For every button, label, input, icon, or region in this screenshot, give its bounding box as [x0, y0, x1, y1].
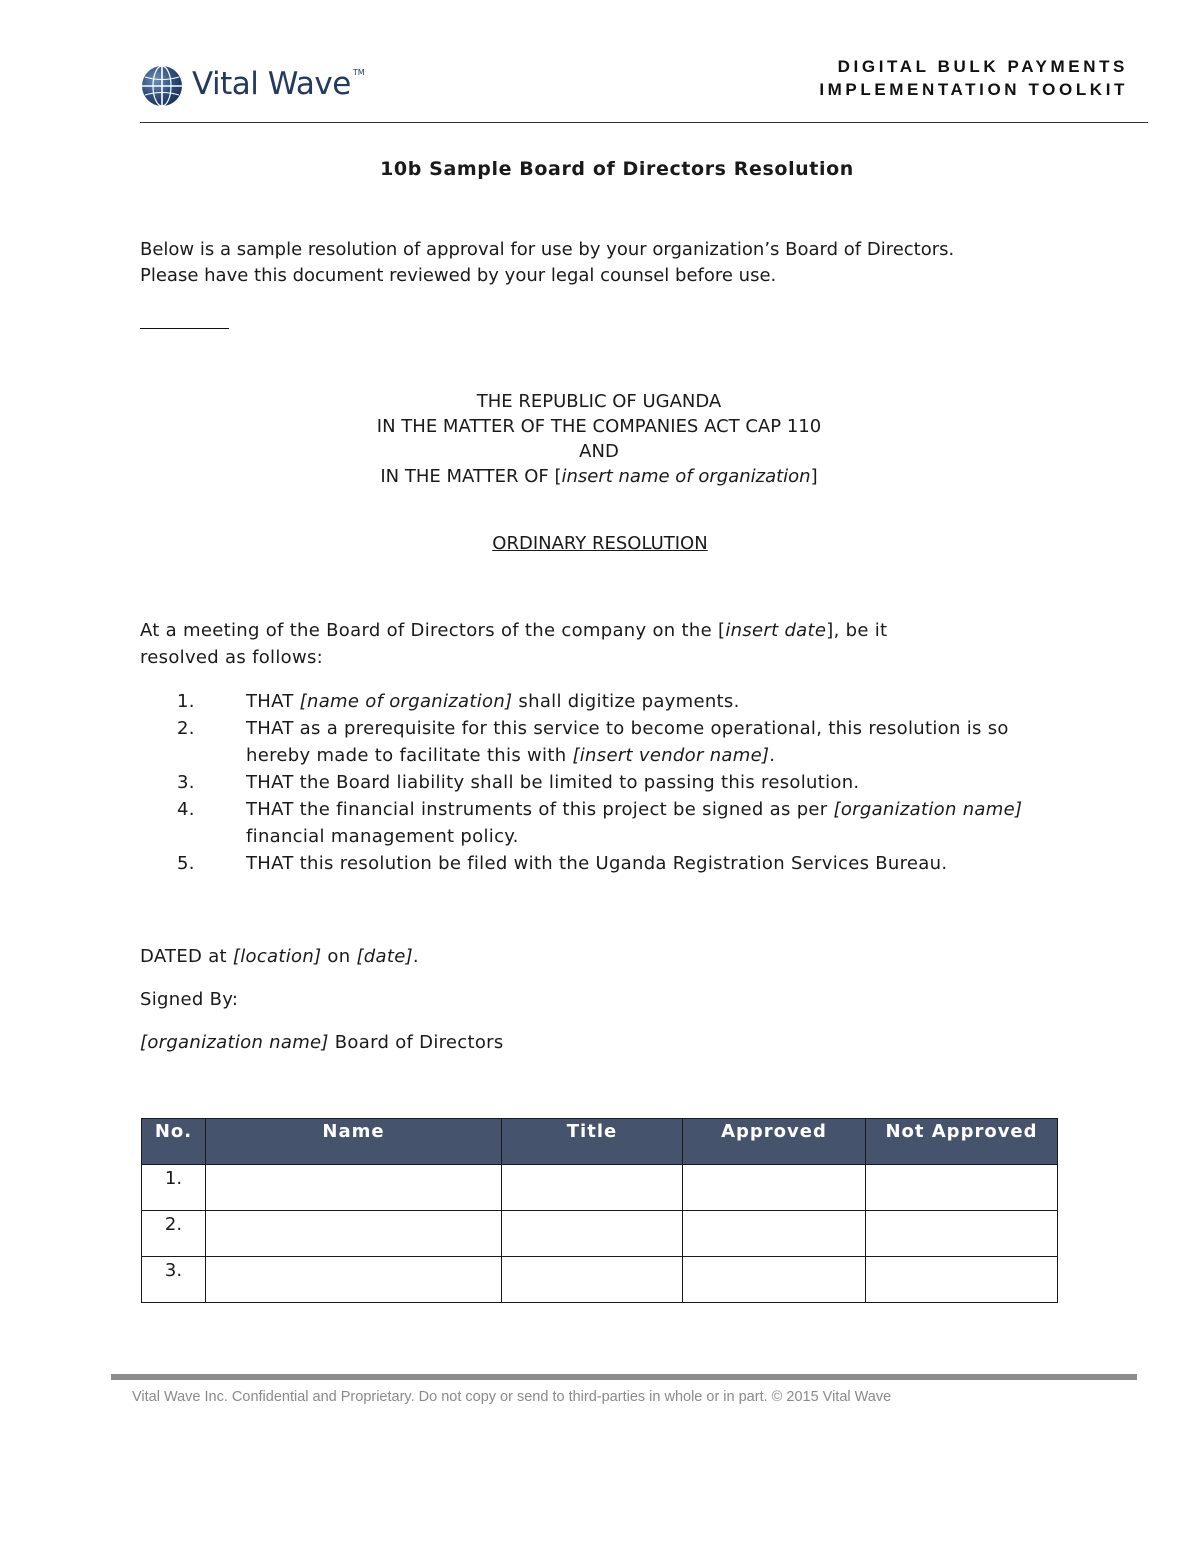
list-item [140, 688, 1040, 715]
intro-line-2: Please have this document reviewed by your legal counsel before use. [140, 265, 777, 286]
not-approved-cell [866, 1165, 1058, 1211]
approved-cell [683, 1165, 866, 1211]
header-divider [140, 122, 1148, 123]
globe-logo-icon [140, 64, 184, 108]
signers-table [141, 1118, 1058, 1303]
header-name: Name [206, 1119, 502, 1165]
case-caption [0, 389, 1198, 489]
caption-line-1: THE REPUBLIC OF UGANDA [476, 391, 722, 412]
item-number: 1. [177, 691, 195, 712]
board-line: [organization name] Board of Directors [140, 1032, 504, 1053]
meeting-paragraph [140, 617, 1040, 671]
caption-placeholder: insert name of organization [561, 466, 811, 487]
title-cell [502, 1165, 683, 1211]
name-cell [206, 1257, 502, 1303]
row-number: 1. [142, 1165, 206, 1211]
item-number: 2. [177, 718, 195, 739]
table-row [142, 1257, 1058, 1303]
caption-prefix: IN THE MATTER OF [ [380, 466, 562, 487]
item-text: THAT the Board liability shall be limited to passing this resolution. [246, 772, 860, 793]
meeting-line-1 [140, 617, 1040, 644]
item-number: 4. [177, 799, 195, 820]
document-title: 10b Sample Board of Directors Resolution [380, 158, 854, 180]
caption-suffix: ] [810, 466, 818, 487]
meeting-prefix: At a meeting of the Board of Directors of the company on the [ [140, 620, 726, 641]
row-number: 2. [142, 1211, 206, 1257]
list-item [140, 769, 1040, 796]
header-no: No. [142, 1119, 206, 1165]
list-item [140, 850, 1040, 877]
table-row [142, 1211, 1058, 1257]
name-cell [206, 1211, 502, 1257]
approved-cell [683, 1211, 866, 1257]
footer-confidential-notice: Vital Wave Inc. Confidential and Proprietary. Do not copy or send to third-parties in whole or in part. © 2015 Vital Wave [132, 1389, 892, 1405]
caption-line-4 [0, 464, 1198, 489]
footer-divider [111, 1374, 1137, 1380]
name-cell [206, 1165, 502, 1211]
table-header-row [142, 1119, 1058, 1165]
toolkit-line-2: IMPLEMENTATION TOOLKIT [819, 80, 1128, 99]
list-item [140, 715, 1040, 769]
short-divider [140, 328, 229, 329]
vital-wave-logo [140, 62, 365, 110]
approved-cell [683, 1257, 866, 1303]
header-title: Title [502, 1119, 683, 1165]
caption-line-2: IN THE MATTER OF THE COMPANIES ACT CAP 110 [376, 416, 822, 437]
title-cell [502, 1257, 683, 1303]
intro-paragraph [140, 237, 1100, 289]
date-placeholder: [date] [356, 946, 413, 967]
table-row [142, 1165, 1058, 1211]
toolkit-line-1: DIGITAL BULK PAYMENTS [837, 57, 1128, 76]
item-number: 3. [177, 772, 195, 793]
meeting-suffix: ], be it [826, 620, 888, 641]
not-approved-cell [866, 1257, 1058, 1303]
signed-by-label: Signed By: [140, 989, 239, 1010]
organization-placeholder: [organization name] [140, 1032, 329, 1053]
item-text: THAT as a prerequisite for this service to become operational, this resolution is so hereby made to facilitate this with [insert vendor name]. [246, 718, 1009, 766]
list-item [140, 796, 1040, 850]
not-approved-cell [866, 1211, 1058, 1257]
item-text: THAT this resolution be filed with the Uganda Registration Services Bureau. [246, 853, 948, 874]
meeting-line-2: resolved as follows: [140, 647, 324, 668]
row-number: 3. [142, 1257, 206, 1303]
toolkit-heading [819, 55, 1128, 101]
logo-text: Vital Wave [192, 66, 351, 102]
intro-line-1: Below is a sample resolution of approval for use by your organization’s Board of Directors. [140, 239, 955, 260]
resolution-title: ORDINARY RESOLUTION [492, 533, 708, 554]
location-placeholder: [location] [232, 946, 322, 967]
title-cell [502, 1211, 683, 1257]
item-text: THAT the financial instruments of this project be signed as per [organization name] financial management policy. [246, 799, 1023, 847]
caption-line-3: AND [579, 441, 619, 462]
logo-trademark: TM [352, 67, 365, 77]
dated-line: DATED at [location] on [date]. [140, 946, 419, 967]
resolution-list [140, 688, 1040, 877]
item-text: THAT [name of organization] shall digitize payments. [246, 691, 740, 712]
header-not-approved: Not Approved [866, 1119, 1058, 1165]
item-number: 5. [177, 853, 195, 874]
header-approved: Approved [683, 1119, 866, 1165]
meeting-date-placeholder: insert date [725, 620, 827, 641]
